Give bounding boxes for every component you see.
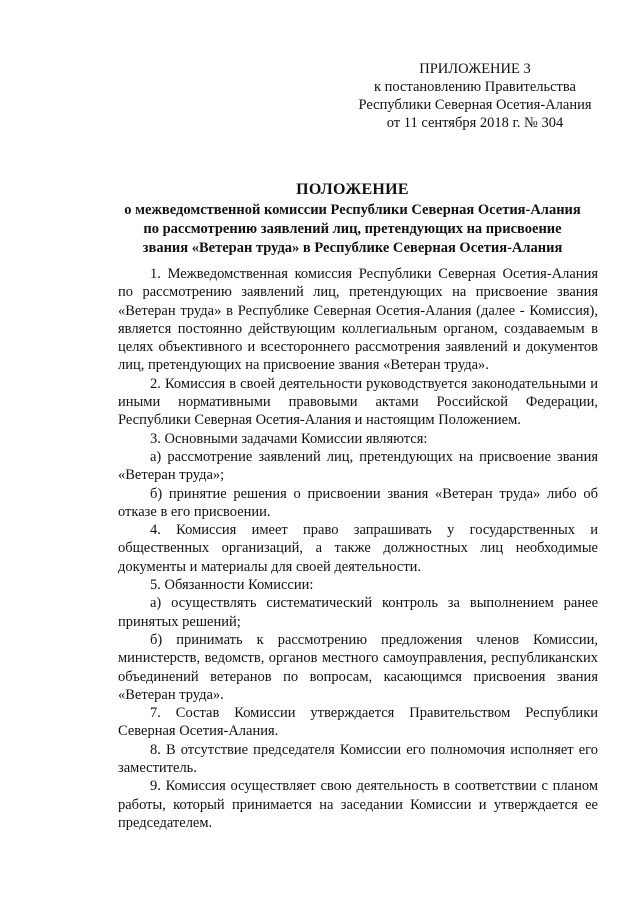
paragraph-5b: б) принимать к рассмотрению предложения членов Комиссии, министерств, ведомств, органов местного самоуправления, республиканских объединений ветеранов по вопросам, касающимся присвоения звания «Ветеран труда».: [118, 631, 598, 703]
paragraph-3: 3. Основными задачами Комиссии являются:: [150, 430, 428, 447]
paragraph-8: 8. В отсутствие председателя Комиссии его полномочия исполняет его заместитель.: [118, 741, 598, 777]
appendix-block: [340, 60, 610, 132]
paragraph-5a: а) осуществлять систематический контроль за выполнением ранее принятых решений;: [118, 595, 598, 630]
paragraph-4: 4. Комиссия имеет право запрашивать у государственных и общественных организаций, а также должностных лиц необходимые документы и материалы для своей деятельности.: [118, 522, 598, 575]
appendix-line-2: Республики Северная Осетия-Алания: [358, 97, 592, 113]
appendix-line-1: к постановлению Правительства: [374, 79, 576, 95]
document-subtitle-line-1: о межведомственной комиссии Республики Северная Осетия-Алания: [124, 202, 581, 218]
paragraph-2: 2. Комиссия в своей деятельности руководствуется законодательными и иными нормативными правовыми актами Российской Федерации, Республики Северная Осетия-Алания и настоящим Положением.: [118, 375, 598, 429]
appendix-title: ПРИЛОЖЕНИЕ 3: [419, 61, 531, 77]
paragraph-3a: а) рассмотрение заявлений лиц, претендующих на присвоение звания «Ветеран труда»;: [118, 448, 598, 484]
document-heading: [100, 180, 605, 258]
paragraph-1: 1. Межведомственная комиссия Республики Северная Осетия-Алания по рассмотрению заявлений лиц, претендующих на присвоение звания «Ветеран труда» в Республике Северная Осетия-Алания (далее - Комиссия), является постоянно действующим коллегиальным органом, создаваемым в целях объективного и всестороннего рассмотрения заявлений и документов лиц, претендующих на присвоение звания «Ветеран труда».: [118, 266, 598, 374]
paragraph-7: 7. Состав Комиссии утверждается Правительством Республики Северная Осетия-Алания.: [118, 705, 598, 740]
appendix-line-3: от 11 сентября 2018 г. № 304: [386, 115, 564, 131]
document-subtitle-line-2: по рассмотрению заявлений лиц, претендующих на присвоение: [143, 221, 562, 237]
document-body: [118, 265, 598, 832]
document-title: ПОЛОЖЕНИЕ: [296, 181, 409, 198]
paragraph-5: 5. Обязанности Комиссии:: [150, 577, 314, 594]
paragraph-9: 9. Комиссия осуществляет свою деятельность в соответствии с планом работы, который принимается на заседании Комиссии и утверждается ее председателем.: [118, 778, 598, 831]
paragraph-3b: б) принятие решения о присвоении звания «Ветеран труда» либо об отказе в его присвоении.: [118, 485, 598, 520]
document-subtitle-line-3: звания «Ветеран труда» в Республике Северная Осетия-Алания: [142, 240, 563, 256]
